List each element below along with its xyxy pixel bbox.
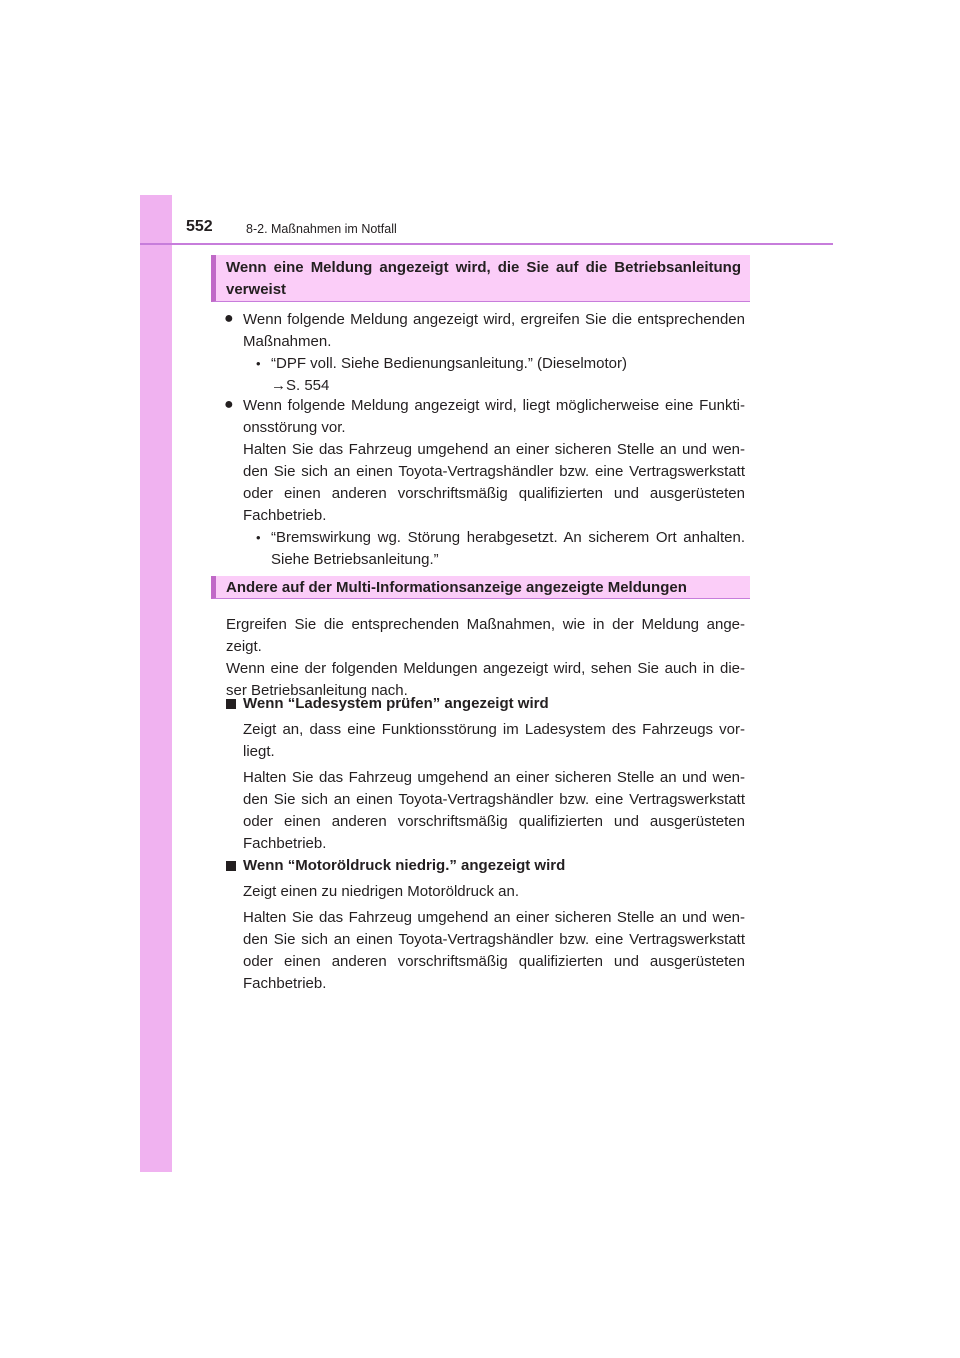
sub-bullet-icon: • — [256, 356, 261, 371]
item2-line4: den Sie sich an einen Toyota-Vertragshändler bzw. eine Vertragswerkstatt — [243, 463, 745, 480]
item1-sub-line2: →S. 554 — [271, 377, 330, 394]
item2-line2: onsstörung vor. — [243, 419, 346, 436]
item2-sub-line1: “Bremswirkung wg. Störung herabgesetzt. An sicherem Ort anhalten. — [271, 529, 745, 546]
sub2-p2-line4: Fachbetrieb. — [243, 975, 327, 992]
item1-sub-line1: “DPF voll. Siehe Bedienungsanleitung.” (Dieselmotor) — [271, 355, 628, 372]
heading-box-other-messages — [211, 576, 750, 599]
bullet-icon: ● — [224, 396, 234, 413]
heading-box-title: Wenn eine Meldung angezeigt wird, die Sie auf die Betriebsanleitung verweist — [226, 259, 741, 298]
square-bullet-icon — [226, 699, 236, 709]
sub2-p2-line2: den Sie sich an einen Toyota-Vertragshändler bzw. eine Vertragswerkstatt — [243, 931, 745, 948]
item1-line1: Wenn folgende Meldung angezeigt wird, ergreifen Sie die entsprechenden — [243, 311, 745, 328]
item2-line3: Halten Sie das Fahrzeug umgehend an einer sicheren Stelle an und wen- — [243, 441, 745, 458]
intro-line2: zeigt. — [226, 638, 262, 655]
sub-bullet-icon: • — [256, 530, 261, 545]
header-rule — [140, 243, 833, 245]
sub2-p1-line1: Zeigt einen zu niedrigen Motoröldruck an. — [243, 883, 519, 900]
intro-line1: Ergreifen Sie die entsprechenden Maßnahmen, wie in der Meldung ange- — [226, 616, 745, 633]
bullet-icon: ● — [224, 310, 234, 327]
sub1-p2-line4: Fachbetrieb. — [243, 835, 327, 852]
sub1-p1-line2: liegt. — [243, 743, 275, 760]
sub2-p2-line3: oder einen anderen vorschriftsmäßig qualifizierten und ausgerüsteten — [243, 953, 745, 970]
item2-line5: oder einen anderen vorschriftsmäßig qualifizierten und ausgerüsteten — [243, 485, 745, 502]
sub1-heading: Wenn “Ladesystem prüfen” angezeigt wird — [243, 695, 549, 712]
intro-line3: Wenn eine der folgenden Meldungen angezeigt wird, sehen Sie auch in die- — [226, 660, 745, 677]
sub1-p2-line2: den Sie sich an einen Toyota-Vertragshändler bzw. eine Vertragswerkstatt — [243, 791, 745, 808]
sub2-heading: Wenn “Motoröldruck niedrig.” angezeigt wird — [243, 857, 566, 874]
item2-sub-line2: Siehe Betriebsanleitung.” — [271, 551, 439, 568]
intro-line4: ser Betriebsanleitung nach. — [226, 682, 408, 699]
sub1-p2-line3: oder einen anderen vorschriftsmäßig qualifizierten und ausgerüsteten — [243, 813, 745, 830]
sub2-p2-line1: Halten Sie das Fahrzeug umgehend an einer sicheren Stelle an und wen- — [243, 909, 745, 926]
sub1-p2-line1: Halten Sie das Fahrzeug umgehend an einer sicheren Stelle an und wen- — [243, 769, 745, 786]
section-title: 8-2. Maßnahmen im Notfall — [246, 222, 397, 236]
item1-line2: Maßnahmen. — [243, 333, 332, 350]
item2-line1: Wenn folgende Meldung angezeigt wird, liegt möglicherweise eine Funkti- — [243, 397, 745, 414]
item2-line6: Fachbetrieb. — [243, 507, 327, 524]
square-bullet-icon — [226, 861, 236, 871]
sub1-p1-line1: Zeigt an, dass eine Funktionsstörung im Ladesystem des Fahrzeugs vor- — [243, 721, 745, 738]
heading-box-title: Andere auf der Multi-Informationsanzeige angezeigte Meldungen — [226, 579, 687, 596]
side-tab-strip — [140, 195, 172, 1172]
heading-box-manual-reference — [211, 255, 750, 302]
page-number: 552 — [186, 218, 213, 235]
